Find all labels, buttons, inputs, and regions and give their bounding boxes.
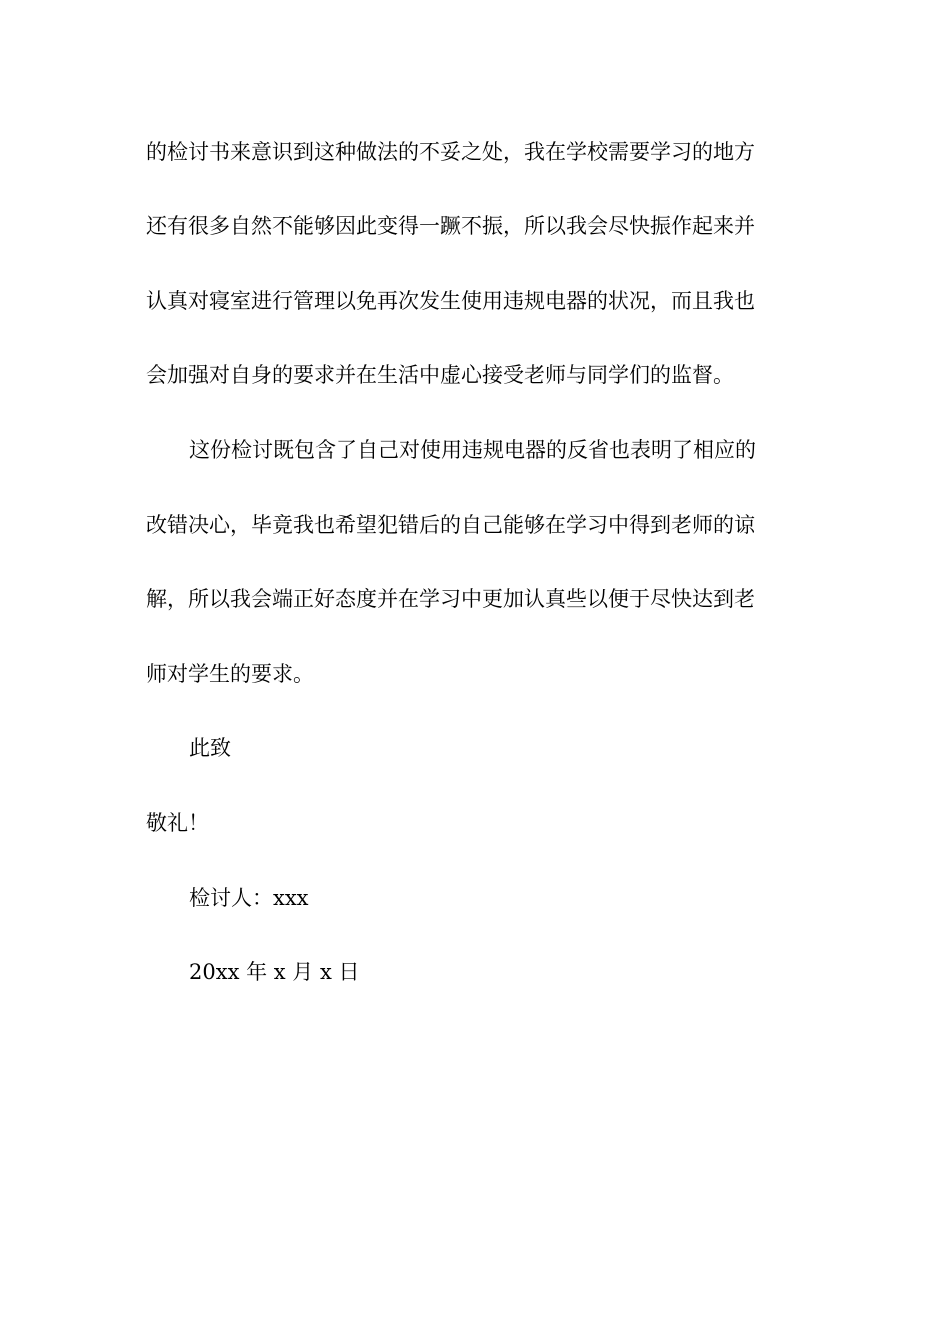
paragraph-1-line-4: 会加强对自身的要求并在生活中虚心接受老师与同学们的监督。 [146, 363, 734, 387]
paragraph-2-line-2: 改错决心，毕竟我也希望犯错后的自己能够在学习中得到老师的谅 [146, 513, 755, 537]
paragraph-1-line-2: 还有很多自然不能够因此变得一蹶不振，所以我会尽快振作起来并 [146, 214, 755, 238]
paragraph-1-line-1: 的检讨书来意识到这种做法的不妥之处，我在学校需要学习的地方 [146, 140, 755, 164]
paragraph-1-line-3: 认真对寝室进行管理以免再次发生使用违规电器的状况，而且我也 [146, 289, 755, 313]
paragraph-2-line-3: 解，所以我会端正好态度并在学习中更加认真些以便于尽快达到老 [146, 587, 755, 611]
closing-regards: 敬礼！ [146, 811, 209, 835]
date-line: 20xx 年 x 月 x 日 [189, 960, 360, 984]
paragraph-2-line-1: 这份检讨既包含了自己对使用违规电器的反省也表明了相应的 [189, 438, 756, 462]
signature-line: 检讨人：xxx [189, 886, 309, 910]
paragraph-2-line-4: 师对学生的要求。 [146, 662, 314, 686]
closing-salutation: 此致 [189, 736, 231, 760]
